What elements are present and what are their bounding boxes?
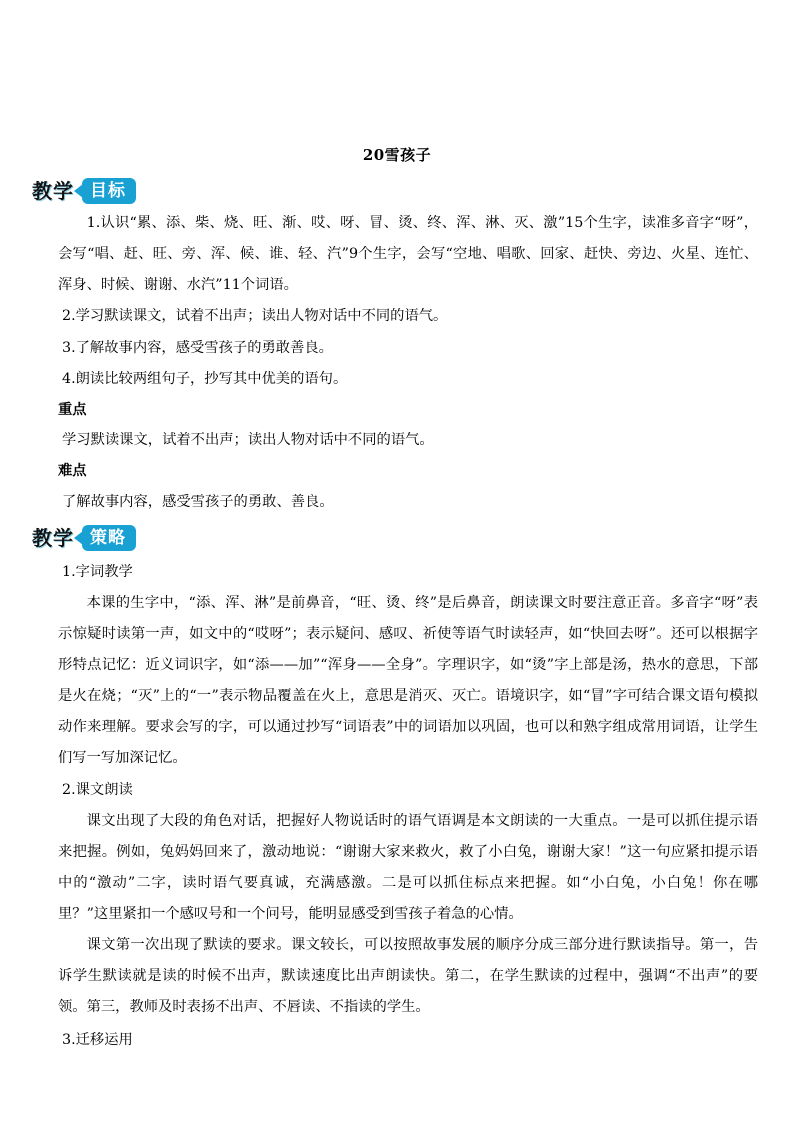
strategy-section-1-title: 1.字词教学 <box>62 564 133 580</box>
strategy-banner-main: 教学 <box>32 526 74 550</box>
key-point-text: 学习默读课文，试着不出声；读出人物对话中不同的语气。 <box>62 432 434 448</box>
objective-item-2: 2.学习默读课文，试着不出声；读出人物对话中不同的语气。 <box>62 308 448 324</box>
objectives-banner-tag: 目标 <box>82 178 136 204</box>
strategy-section-1-text: 本课的生字中，“添、浑、淋”是前鼻音，“旺、烫、终”是后鼻音，朗读课文时要注意正音。多音字“呀”表示惊疑时读第一声，如文中的“哎呀”；表示疑问、感叹、祈使等语气时读轻声，如“快回去呀”。还可以根据字形特点记忆：近义词识字，如“添——加”“浑身——全身”。字理识字，如“烫”字上部是汤，热水的意思，下部是火在烧；“灭”上的“一”表示物品覆盖在火上，意思是消灭、灭亡。语境识字，如“冒”字可结合课文语句模拟动作来理解。要求会写的字，可以通过抄写“词语表”中的词语加以巩固，也可以和熟字组成常用词语，让学生们写一写加深记忆。 <box>58 595 758 766</box>
strategy-section-2-block <box>58 806 758 1023</box>
objectives-banner-main: 教学 <box>32 179 74 203</box>
objective-item-1: 1.认识“累、添、柴、烧、旺、渐、哎、呀、冒、烫、终、浑、淋、灭、激”15个生字，读准多音字“呀”，会写“唱、赶、旺、旁、浑、候、谁、轻、汽”9个生字，会写“空地、唱歌、回家、赶快、旁边、火星、连忙、浑身、时候、谢谢、水汽”11个词语。 <box>58 215 758 293</box>
strategy-section-3-title: 3.迁移运用 <box>62 1032 133 1048</box>
key-point-heading: 重点 <box>58 402 87 418</box>
objectives-banner <box>32 176 136 206</box>
strategy-section-1-block <box>58 588 758 774</box>
strategy-banner-tag: 策略 <box>82 525 136 551</box>
strategy-section-2-text-2: 课文第一次出现了默读的要求。课文较长，可以按照故事发展的顺序分成三部分进行默读指导。第一，告诉学生默读就是读的时候不出声，默读速度比出声朗读快。第二，在学生默读的过程中，强调“不出声”的要领。第三，教师及时表扬不出声、不唇读、不指读的学生。 <box>58 937 758 1015</box>
difficulty-text: 了解故事内容，感受雪孩子的勇敢、善良。 <box>62 494 334 510</box>
strategy-section-2-title: 2.课文朗读 <box>62 782 133 798</box>
objective-item-4: 4.朗读比较两组句子，抄写其中优美的语句。 <box>62 371 348 387</box>
strategy-section-2-text-1: 课文出现了大段的角色对话，把握好人物说话时的语气语调是本文朗读的一大重点。一是可以抓住提示语来把握。例如，兔妈妈回来了，激动地说：“谢谢大家来救火，救了小白兔，谢谢大家！”这一句应紧扣提示语中的“激动”二字，读时语气要真诚，充满感激。二是可以抓住标点来把握。如“小白兔，小白兔！你在哪里？”这里紧扣一个感叹号和一个问号，能明显感受到雪孩子着急的心情。 <box>58 813 758 922</box>
strategy-banner <box>32 523 136 553</box>
objective-item-3: 3.了解故事内容，感受雪孩子的勇敢善良。 <box>62 340 333 356</box>
lesson-title: 20雪孩子 <box>362 146 432 164</box>
difficulty-heading: 难点 <box>58 463 87 479</box>
objectives-block <box>58 208 758 301</box>
